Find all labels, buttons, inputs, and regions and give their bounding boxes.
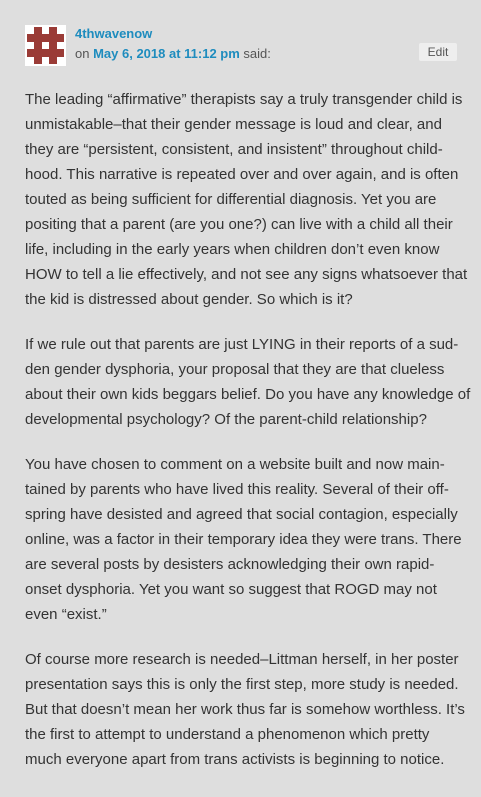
comment-paragraph (25, 332, 471, 432)
comment-paragraph (25, 87, 468, 312)
text-line: onset dysphoria. Yet you want so suggest that ROGD may not (25, 581, 437, 598)
text-line: If we rule out that parents are just LYING in their reports of a sud- (25, 336, 459, 353)
text-line: the first to attempt to understand a phenomenon which pretty (25, 726, 430, 743)
text-line: HOW to tell a lie effectively, and not see any signs whatsoever that (25, 266, 468, 283)
meta-suffix: said: (243, 46, 271, 61)
text-line: hood. This narrative is repeated over and over again, and is often (25, 166, 459, 183)
text-line: they are “persistent, consistent, and insistent” throughout child- (25, 141, 443, 158)
text-line: den gender dysphoria, your proposal that they are that clueless (25, 361, 445, 378)
edit-button[interactable]: Edit (419, 43, 457, 61)
comment-paragraph (25, 452, 465, 627)
text-line: But that doesn’t mean her work thus far is somehow worthless. It’s (25, 701, 465, 718)
text-line: developmental psychology? Of the parent-child relationship? (25, 411, 427, 428)
text-line: touted as being sufficient for differential diagnosis. Yet you are (25, 191, 437, 208)
text-line: You have chosen to comment on a website built and now main- (25, 456, 445, 473)
text-line: presentation says this is only the first step, more study is needed. (25, 676, 459, 693)
text-line: tained by parents who have lived this reality. Several of their off- (25, 481, 449, 498)
text-line: even “exist.” (25, 606, 107, 623)
comment-meta (75, 46, 271, 61)
text-line: online, was a factor in their temporary idea they were trans. There (25, 531, 462, 548)
text-line: the kid is distressed about gender. So which is it? (25, 291, 353, 308)
comment-author-link[interactable]: 4thwavenow (75, 26, 153, 41)
text-line: unmistakable–that their gender message is loud and clear, and (25, 116, 442, 133)
meta-prefix: on (75, 46, 90, 61)
text-line: are several posts by desisters acknowledging their own rapid- (25, 556, 435, 573)
text-line: about their own kids beggars belief. Do you have any knowledge of (25, 386, 471, 403)
identicon-avatar[interactable] (25, 25, 66, 66)
comment-body (25, 87, 471, 792)
text-line: much everyone apart from trans activists is beginning to notice. (25, 751, 445, 768)
text-line: spring have desisted and agreed that social contagion, especially (25, 506, 458, 523)
text-line: positing that a parent (are you one?) can live with a child all their (25, 216, 453, 233)
text-line: life, including in the early years when children don’t even know (25, 241, 440, 258)
text-line: Of course more research is needed–Littman herself, in her poster (25, 651, 459, 668)
comment-date-link[interactable]: May 6, 2018 at 11:12 pm (93, 46, 240, 61)
text-line: The leading “affirmative” therapists say a truly transgender child is (25, 91, 463, 108)
comment-paragraph (25, 647, 465, 772)
